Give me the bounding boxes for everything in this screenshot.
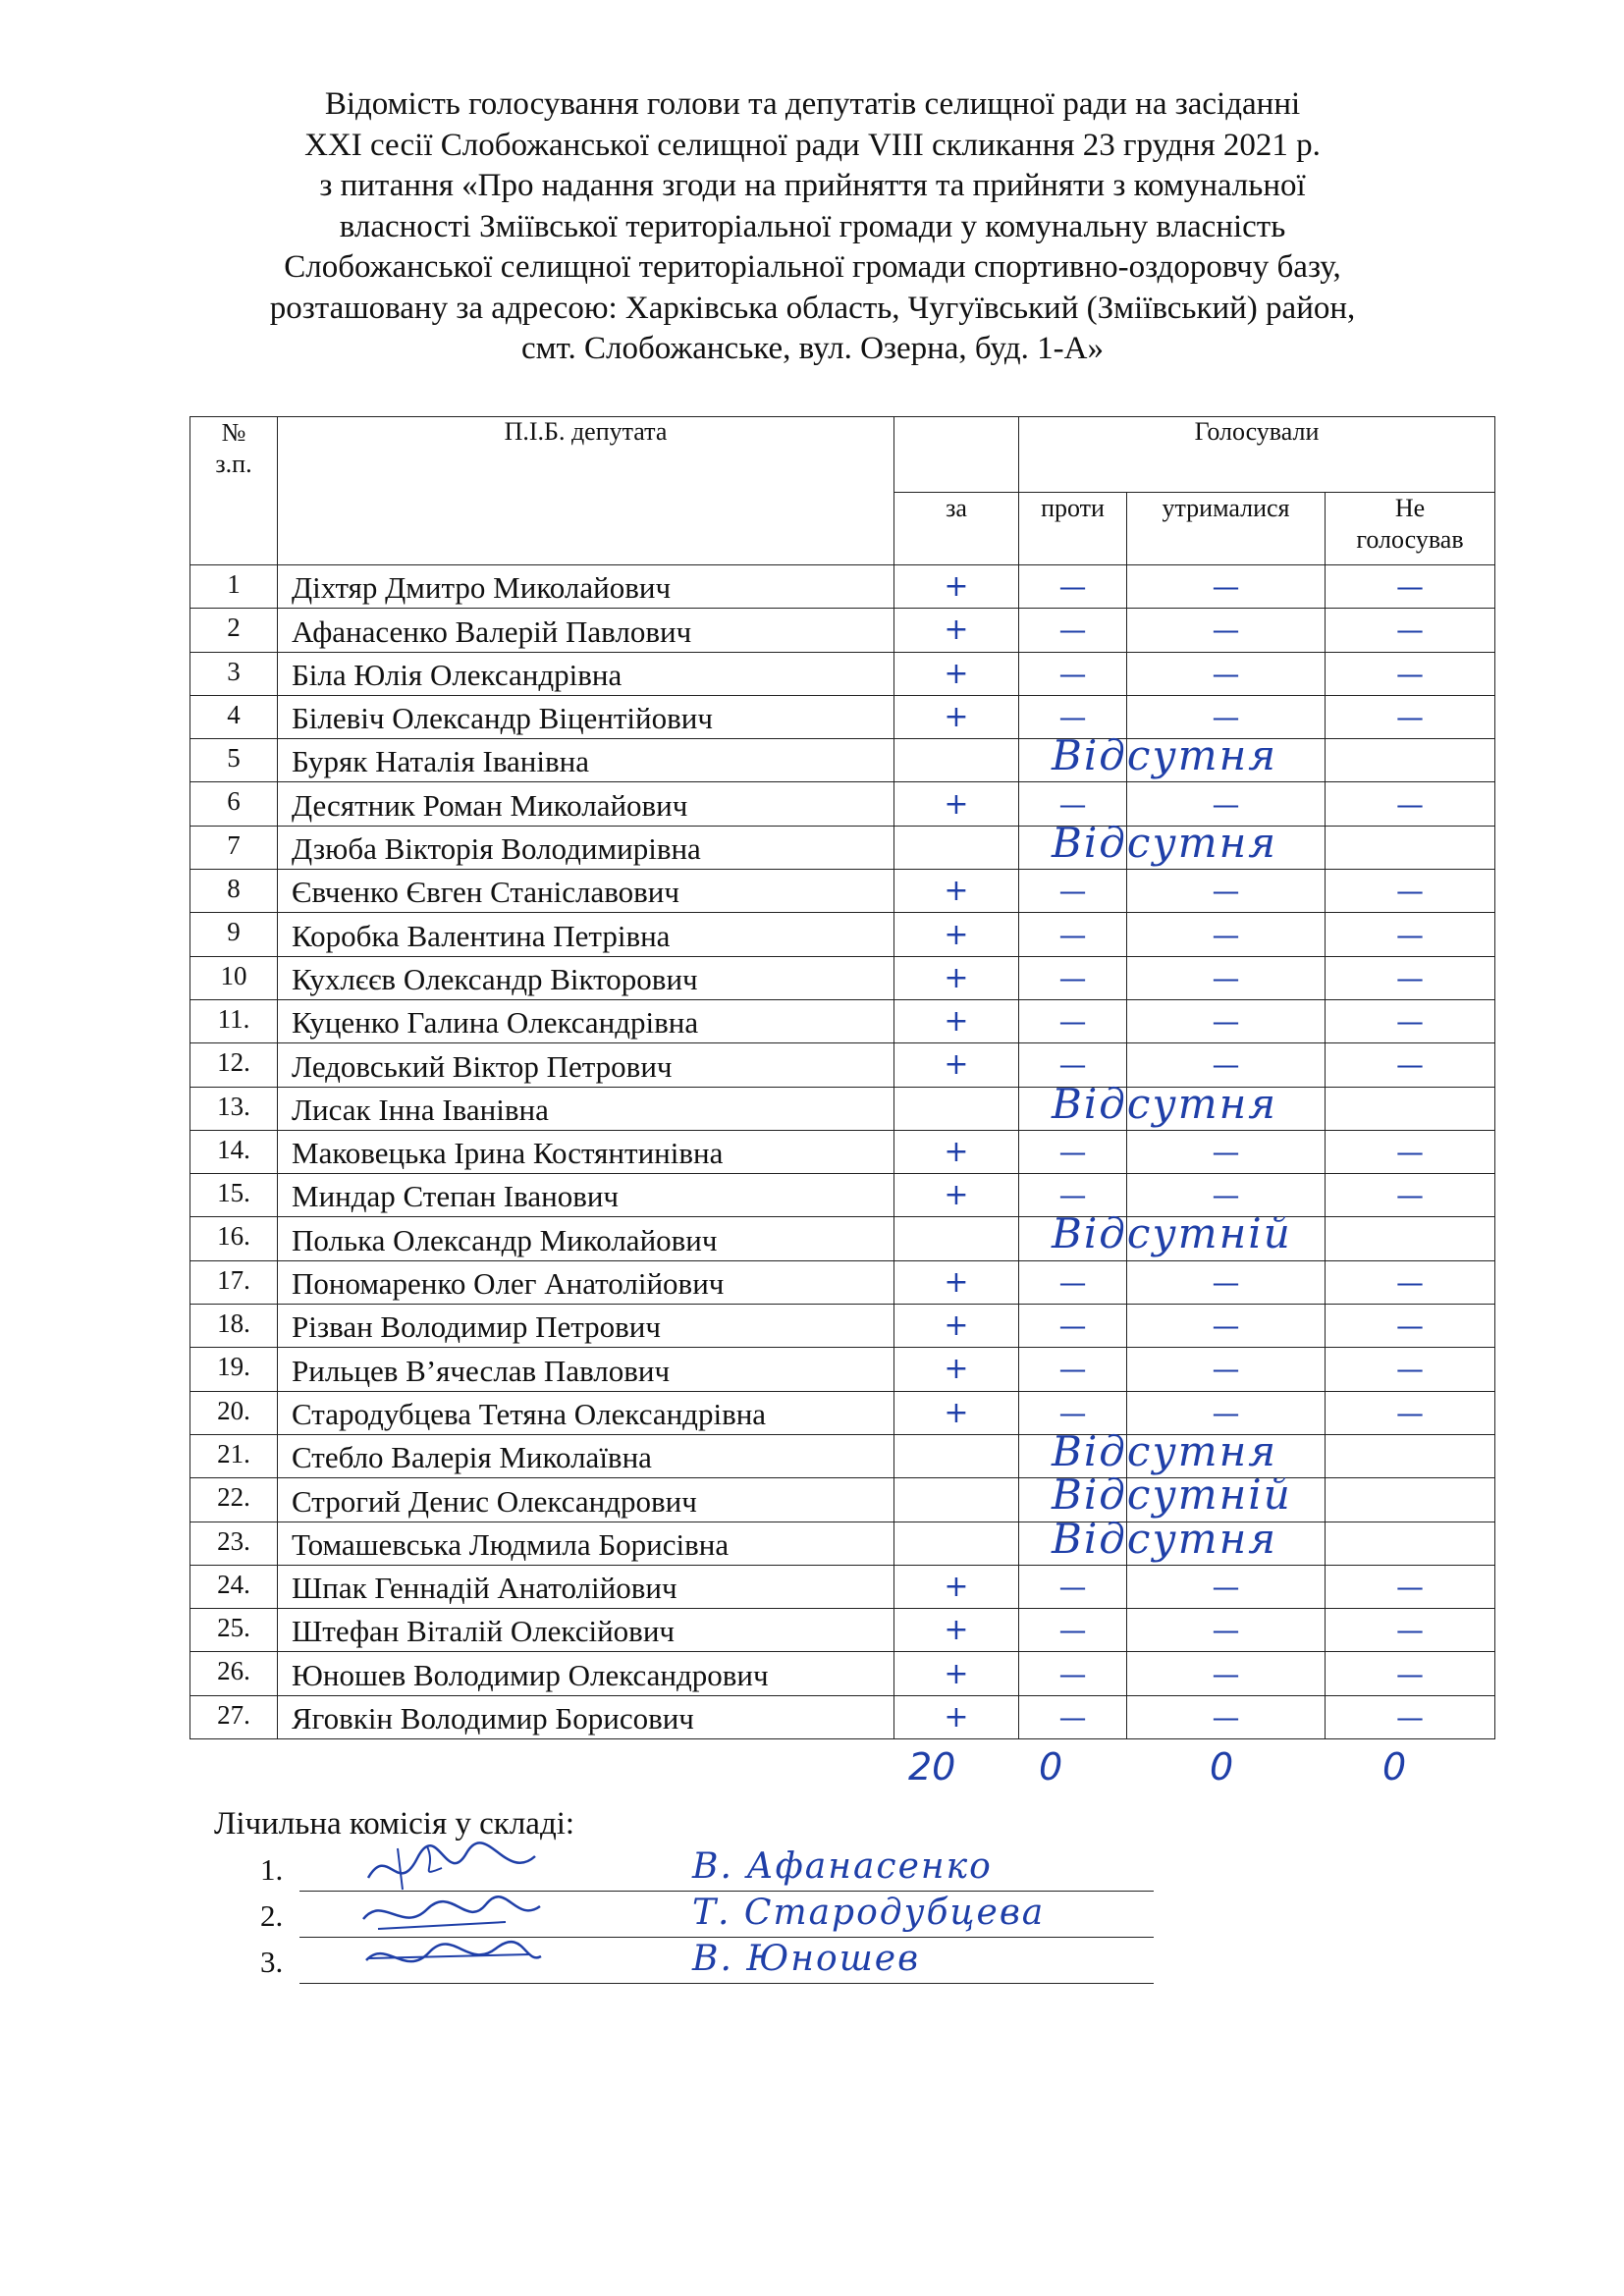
vote-against-mark: — <box>1019 870 1127 913</box>
row-number: 10 <box>190 956 278 999</box>
row-number: 21. <box>190 1434 278 1477</box>
vote-against-mark: — <box>1019 1130 1127 1173</box>
table-row <box>190 652 1495 695</box>
table-row <box>190 739 1495 782</box>
vote-against-mark: — <box>1019 695 1127 738</box>
vote-not-voted-mark: — <box>1326 652 1495 695</box>
vote-for-cell <box>894 1470 1292 1522</box>
deputy-name: Маковецька Ірина Костянтинівна <box>278 1130 894 1173</box>
deputy-name: Євченко Євген Станіславович <box>278 870 894 913</box>
vote-not-voted-mark: — <box>1326 956 1495 999</box>
deputy-name: Штефан Віталій Олексійович <box>278 1609 894 1652</box>
vote-for-mark: + <box>894 695 1019 738</box>
member-number: 2. <box>260 1898 284 1933</box>
vote-not-voted-mark: — <box>1326 1565 1495 1608</box>
deputy-name: Томашевська Людмила Борисівна <box>278 1522 894 1565</box>
row-number: 22. <box>190 1478 278 1522</box>
total-for: 20 <box>908 1745 956 1789</box>
table-row <box>190 1217 1495 1260</box>
row-number: 27. <box>190 1695 278 1738</box>
title-line: розташовану за адресою: Харківська область, Чугуївський (Зміївський) район, <box>269 290 1356 326</box>
deputy-name: Яговкін Володимир Борисович <box>278 1695 894 1738</box>
header-against: проти <box>1019 493 1127 565</box>
deputy-name: Ледовський Віктор Петрович <box>278 1043 894 1087</box>
voting-table <box>189 416 1495 1739</box>
row-number: 4 <box>190 695 278 738</box>
vote-abstained-mark: — <box>1127 999 1326 1042</box>
header-voted: Голосували <box>1019 417 1495 493</box>
table-row <box>190 1043 1495 1087</box>
vote-for-mark: + <box>894 1609 1019 1652</box>
vote-against-mark: — <box>1019 1348 1127 1391</box>
row-number: 17. <box>190 1260 278 1304</box>
vote-abstained-mark: — <box>1127 1652 1326 1695</box>
vote-for-mark: + <box>894 1695 1019 1738</box>
vote-against-mark: — <box>1019 913 1127 956</box>
row-number: 20. <box>190 1391 278 1434</box>
vote-not-voted-cell <box>1326 1478 1495 1522</box>
vote-against-mark: — <box>1019 1260 1127 1304</box>
table-row <box>190 870 1495 913</box>
vote-against-cell <box>1019 1217 1127 1260</box>
vote-abstained-mark: — <box>1127 1130 1326 1173</box>
member-name: В. Афанасенко <box>692 1846 993 1887</box>
row-number: 15. <box>190 1174 278 1217</box>
table-row <box>190 999 1495 1042</box>
row-number: 16. <box>190 1217 278 1260</box>
vote-abstained-mark: — <box>1127 565 1326 609</box>
title-line: з питання «Про надання згоди на прийняття та прийняти з комунальної <box>319 168 1306 203</box>
total-against: 0 <box>1039 1745 1063 1789</box>
deputy-name: Строгий Денис Олександрович <box>278 1478 894 1522</box>
row-number: 26. <box>190 1652 278 1695</box>
vote-for-mark: + <box>894 1260 1019 1304</box>
header-not-voted-line2: голосував <box>1356 525 1464 554</box>
vote-against-mark: — <box>1019 1609 1127 1652</box>
vote-not-voted-cell <box>1326 1087 1495 1130</box>
table-row <box>190 1478 1495 1522</box>
row-number: 2 <box>190 609 278 652</box>
vote-abstained-mark: — <box>1127 1609 1326 1652</box>
title-line: смт. Слобожанське, вул. Озерна, буд. 1-А» <box>521 331 1104 366</box>
vote-against-mark: — <box>1019 1043 1127 1087</box>
vote-abstained-cell <box>1127 826 1326 869</box>
vote-abstained-mark: — <box>1127 782 1326 826</box>
vote-for-cell <box>894 1426 1278 1477</box>
table-row <box>190 913 1495 956</box>
table-row <box>190 609 1495 652</box>
vote-against-mark: — <box>1019 1652 1127 1695</box>
vote-for-mark: + <box>894 1043 1019 1087</box>
signature-scrawl <box>358 1931 545 1986</box>
table-row <box>190 1522 1495 1565</box>
vote-for-mark: + <box>894 999 1019 1042</box>
header-abstained: утрималися <box>1127 493 1326 565</box>
header-blank <box>894 417 1019 493</box>
vote-not-voted-cell <box>1326 739 1495 782</box>
vote-for-mark: + <box>894 1130 1019 1173</box>
row-number: 9 <box>190 913 278 956</box>
row-number: 19. <box>190 1348 278 1391</box>
header-not-voted-line1: Не <box>1394 494 1426 522</box>
vote-against-mark: — <box>1019 1695 1127 1738</box>
vote-not-voted-mark: — <box>1326 1174 1495 1217</box>
vote-not-voted-cell <box>1326 826 1495 869</box>
table-row <box>190 782 1495 826</box>
vote-against-cell <box>1019 739 1127 782</box>
vote-abstained-cell <box>1127 1434 1326 1477</box>
vote-not-voted-mark: — <box>1326 870 1495 913</box>
document-title <box>157 84 1468 370</box>
table-row <box>190 1565 1495 1608</box>
vote-for-cell <box>894 1209 1292 1260</box>
deputy-name: Стародубцева Тетяна Олександрівна <box>278 1391 894 1434</box>
vote-for-cell <box>894 1514 1278 1565</box>
deputy-name: Кухлєєв Олександр Вікторович <box>278 956 894 999</box>
row-number: 8 <box>190 870 278 913</box>
header-number <box>190 417 278 565</box>
row-number: 13. <box>190 1087 278 1130</box>
vote-for-cell <box>894 818 1278 869</box>
title-line: власності Зміївської територіальної громади у комунальну власність <box>339 208 1286 244</box>
vote-against-cell <box>1019 1522 1127 1565</box>
vote-abstained-mark: — <box>1127 609 1326 652</box>
vote-abstained-cell <box>1127 1478 1326 1522</box>
deputy-name: Юношев Володимир Олександрович <box>278 1652 894 1695</box>
deputy-name: Куценко Галина Олександрівна <box>278 999 894 1042</box>
deputy-name: Шпак Геннадій Анатолійович <box>278 1565 894 1608</box>
deputy-name: Рильцев В’ячеслав Павлович <box>278 1348 894 1391</box>
vote-for-mark: + <box>894 1565 1019 1608</box>
vote-abstained-mark: — <box>1127 1695 1326 1738</box>
table-row <box>190 1130 1495 1173</box>
table-header-row <box>190 417 1495 493</box>
title-line: XXI сесії Слобожанської селищної ради VIII скликання 23 грудня 2021 р. <box>304 127 1321 163</box>
vote-against-mark: — <box>1019 1174 1127 1217</box>
deputy-name: Пономаренко Олег Анатолійович <box>278 1260 894 1304</box>
commission-member <box>260 1939 1154 1986</box>
vote-abstained-cell <box>1127 739 1326 782</box>
vote-against-mark: — <box>1019 565 1127 609</box>
vote-for-mark: + <box>894 609 1019 652</box>
vote-abstained-mark: — <box>1127 870 1326 913</box>
vote-abstained-mark: — <box>1127 1174 1326 1217</box>
table-row <box>190 695 1495 738</box>
title-line: Відомість голосування голови та депутатів селищної ради на засіданні <box>324 86 1301 122</box>
vote-for-mark: + <box>894 1348 1019 1391</box>
vote-abstained-mark: — <box>1127 1565 1326 1608</box>
vote-for-mark: + <box>894 1305 1019 1348</box>
absent-note: Відсутній <box>1052 1209 1292 1258</box>
deputy-name: Білевіч Олександр Віцентійович <box>278 695 894 738</box>
vote-for-mark: + <box>894 1174 1019 1217</box>
absent-note: Відсутня <box>1052 1426 1278 1475</box>
row-number: 6 <box>190 782 278 826</box>
table-row <box>190 1391 1495 1434</box>
table-row <box>190 1174 1495 1217</box>
table-row <box>190 956 1495 999</box>
absent-note: Відсутня <box>1052 1079 1278 1128</box>
vote-abstained-mark: — <box>1127 956 1326 999</box>
vote-not-voted-mark: — <box>1326 1391 1495 1434</box>
vote-for-mark: + <box>894 913 1019 956</box>
vote-against-cell <box>1019 1434 1127 1477</box>
vote-not-voted-mark: — <box>1326 1130 1495 1173</box>
header-number-line1: № <box>221 418 246 447</box>
deputy-name: Миндар Степан Іванович <box>278 1174 894 1217</box>
header-for: за <box>894 493 1019 565</box>
vote-abstained-mark: — <box>1127 652 1326 695</box>
vote-against-mark: — <box>1019 652 1127 695</box>
member-number: 3. <box>260 1945 284 1979</box>
vote-not-voted-mark: — <box>1326 782 1495 826</box>
vote-not-voted-mark: — <box>1326 999 1495 1042</box>
vote-not-voted-mark: — <box>1326 1043 1495 1087</box>
vote-against-mark: — <box>1019 999 1127 1042</box>
vote-for-cell <box>894 1079 1278 1130</box>
row-number: 12. <box>190 1043 278 1087</box>
vote-against-cell <box>1019 826 1127 869</box>
total-not-voted: 0 <box>1382 1745 1407 1789</box>
vote-against-mark: — <box>1019 1305 1127 1348</box>
vote-not-voted-mark: — <box>1326 609 1495 652</box>
table-row <box>190 565 1495 609</box>
deputy-name: Стебло Валерія Миколаївна <box>278 1434 894 1477</box>
absent-note: Відсутня <box>1052 1514 1278 1563</box>
vote-against-cell <box>1019 1087 1127 1130</box>
row-number: 3 <box>190 652 278 695</box>
vote-totals <box>0 1745 1624 1794</box>
row-number: 25. <box>190 1609 278 1652</box>
header-number-line2: з.п. <box>215 450 252 478</box>
vote-for-mark: + <box>894 565 1019 609</box>
vote-against-mark: — <box>1019 956 1127 999</box>
vote-for-mark: + <box>894 782 1019 826</box>
vote-abstained-mark: — <box>1127 1391 1326 1434</box>
vote-against-mark: — <box>1019 1391 1127 1434</box>
vote-against-mark: — <box>1019 609 1127 652</box>
vote-not-voted-mark: — <box>1326 565 1495 609</box>
table-row <box>190 1695 1495 1738</box>
vote-for-mark: + <box>894 956 1019 999</box>
row-number: 18. <box>190 1305 278 1348</box>
row-number: 23. <box>190 1522 278 1565</box>
deputy-name: Біла Юлія Олександрівна <box>278 652 894 695</box>
member-number: 1. <box>260 1852 284 1887</box>
deputy-name: Буряк Наталія Іванівна <box>278 739 894 782</box>
vote-for-mark: + <box>894 1391 1019 1434</box>
vote-not-voted-cell <box>1326 1522 1495 1565</box>
deputy-name: Різван Володимир Петрович <box>278 1305 894 1348</box>
member-name: В. Юношев <box>692 1939 921 1979</box>
vote-not-voted-mark: — <box>1326 1305 1495 1348</box>
table-row <box>190 1434 1495 1477</box>
header-name: П.І.Б. депутата <box>278 417 894 565</box>
deputy-name: Діхтяр Дмитро Миколайович <box>278 565 894 609</box>
vote-for-mark: + <box>894 652 1019 695</box>
absent-note: Відсутній <box>1052 1470 1292 1520</box>
vote-against-mark: — <box>1019 782 1127 826</box>
table-row <box>190 1609 1495 1652</box>
vote-not-voted-mark: — <box>1326 913 1495 956</box>
header-not-voted <box>1326 493 1495 565</box>
vote-abstained-mark: — <box>1127 913 1326 956</box>
deputy-name: Лисак Інна Іванівна <box>278 1087 894 1130</box>
vote-against-mark: — <box>1019 1565 1127 1608</box>
deputy-name: Десятник Роман Миколайович <box>278 782 894 826</box>
title-line: Слобожанської селищної територіальної громади спортивно-оздоровчу базу, <box>284 249 1341 285</box>
table-row <box>190 826 1495 869</box>
absent-note: Відсутня <box>1052 731 1278 780</box>
vote-for-cell <box>894 731 1278 782</box>
vote-abstained-mark: — <box>1127 1305 1326 1348</box>
vote-against-cell <box>1019 1478 1127 1522</box>
vote-abstained-mark: — <box>1127 1348 1326 1391</box>
row-number: 24. <box>190 1565 278 1608</box>
deputy-name: Дзюба Вікторія Володимирівна <box>278 826 894 869</box>
deputy-name: Коробка Валентина Петрівна <box>278 913 894 956</box>
absent-note: Відсутня <box>1052 818 1278 867</box>
member-name: Т. Стародубцева <box>692 1893 1046 1933</box>
total-abstained: 0 <box>1210 1745 1234 1789</box>
row-number: 7 <box>190 826 278 869</box>
vote-abstained-cell <box>1127 1522 1326 1565</box>
vote-abstained-mark: — <box>1127 1043 1326 1087</box>
row-number: 11. <box>190 999 278 1042</box>
table-row <box>190 1087 1495 1130</box>
table-row <box>190 1260 1495 1304</box>
deputy-name: Афанасенко Валерій Павлович <box>278 609 894 652</box>
vote-not-voted-cell <box>1326 1434 1495 1477</box>
vote-not-voted-mark: — <box>1326 1260 1495 1304</box>
table-body <box>190 565 1495 1739</box>
vote-not-voted-mark: — <box>1326 1609 1495 1652</box>
counting-commission-label: Лічильна комісія у складі: <box>214 1806 575 1842</box>
vote-abstained-cell <box>1127 1087 1326 1130</box>
vote-abstained-mark: — <box>1127 1260 1326 1304</box>
vote-for-mark: + <box>894 870 1019 913</box>
vote-for-mark: + <box>894 1652 1019 1695</box>
table-row <box>190 1348 1495 1391</box>
deputy-name: Полька Олександр Миколайович <box>278 1217 894 1260</box>
table-row <box>190 1652 1495 1695</box>
table-row <box>190 1305 1495 1348</box>
vote-not-voted-cell <box>1326 1217 1495 1260</box>
vote-not-voted-mark: — <box>1326 695 1495 738</box>
vote-abstained-cell <box>1127 1217 1326 1260</box>
vote-not-voted-mark: — <box>1326 1652 1495 1695</box>
vote-not-voted-mark: — <box>1326 1695 1495 1738</box>
row-number: 1 <box>190 565 278 609</box>
vote-not-voted-mark: — <box>1326 1348 1495 1391</box>
vote-abstained-mark: — <box>1127 695 1326 738</box>
row-number: 14. <box>190 1130 278 1173</box>
row-number: 5 <box>190 739 278 782</box>
